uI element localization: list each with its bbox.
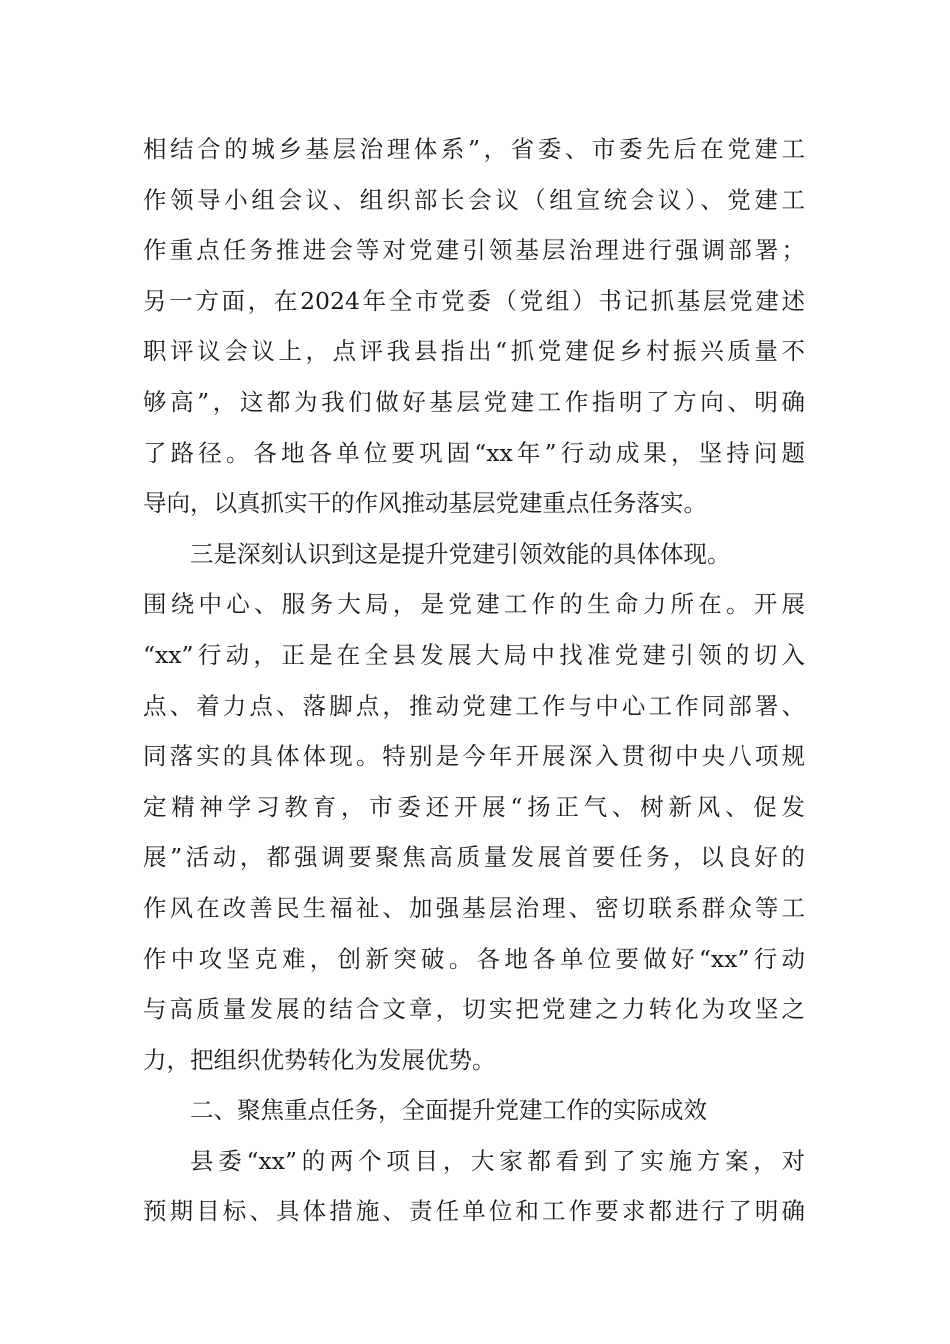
text-line-1: 相结合的城乡基层治理体系”，省委、市委先后在党建工 <box>143 135 805 163</box>
text-line-4: 另一方面，在2024年全市党委（党组）书记抓基层党建述 <box>143 286 805 315</box>
text-line-10: 围绕中心、服务大局，是党建工作的生命力所在。开展 <box>143 590 805 619</box>
text-line-7: 了路径。各地各单位要巩固“xx年”行动成果，坚持问题 <box>143 438 805 467</box>
paragraph-heading-three: 三是深刻认识到这是提升党建引领效能的具体体现。 <box>190 539 731 568</box>
text-line-17: 作中攻坚克难，创新突破。各地各单位要做好“xx”行动 <box>143 944 805 973</box>
text-line-3: 作重点任务推进会等对党建引领基层治理进行强调部署； <box>143 236 805 265</box>
text-line-13: 同落实的具体体现。特别是今年开展深入贯彻中央八项规 <box>143 742 805 771</box>
text-line-18: 与高质量发展的结合文章，切实把党建之力转化为攻坚之 <box>143 995 805 1024</box>
text-line-19: 力，把组织优势转化为发展优势。 <box>143 1045 496 1074</box>
text-line-12: 点、着力点、落脚点，推动党建工作与中心工作同部署、 <box>143 691 805 720</box>
text-line-16: 作风在改善民生福祉、加强基层治理、密切联系群众等工 <box>143 893 805 922</box>
text-line-5: 职评议会议上，点评我县指出“抓党建促乡村振兴质量不 <box>143 337 805 366</box>
text-line-8: 导向，以真抓实干的作风推动基层党建重点任务落实。 <box>143 489 707 518</box>
document-body <box>143 124 805 1237</box>
text-line-21: 县委“xx”的两个项目，大家都看到了实施方案，对 <box>190 1146 805 1175</box>
text-line-11: “xx”行动，正是在全县发展大局中找准党建引领的切入 <box>143 640 805 669</box>
text-line-15: 展”活动，都强调要聚焦高质量发展首要任务，以良好的 <box>143 843 805 872</box>
section-heading-two: 二、聚焦重点任务，全面提升党建工作的实际成效 <box>190 1096 707 1125</box>
text-line-6: 够高”，这都为我们做好基层党建工作指明了方向、明确 <box>143 387 805 416</box>
text-line-2: 作领导小组会议、组织部长会议（组宣统会议）、党建工 <box>143 185 805 214</box>
text-line-22: 预期目标、具体措施、责任单位和工作要求都进行了明确 <box>143 1197 805 1226</box>
text-line-14: 定精神学习教育，市委还开展“扬正气、树新风、促发 <box>143 792 805 821</box>
